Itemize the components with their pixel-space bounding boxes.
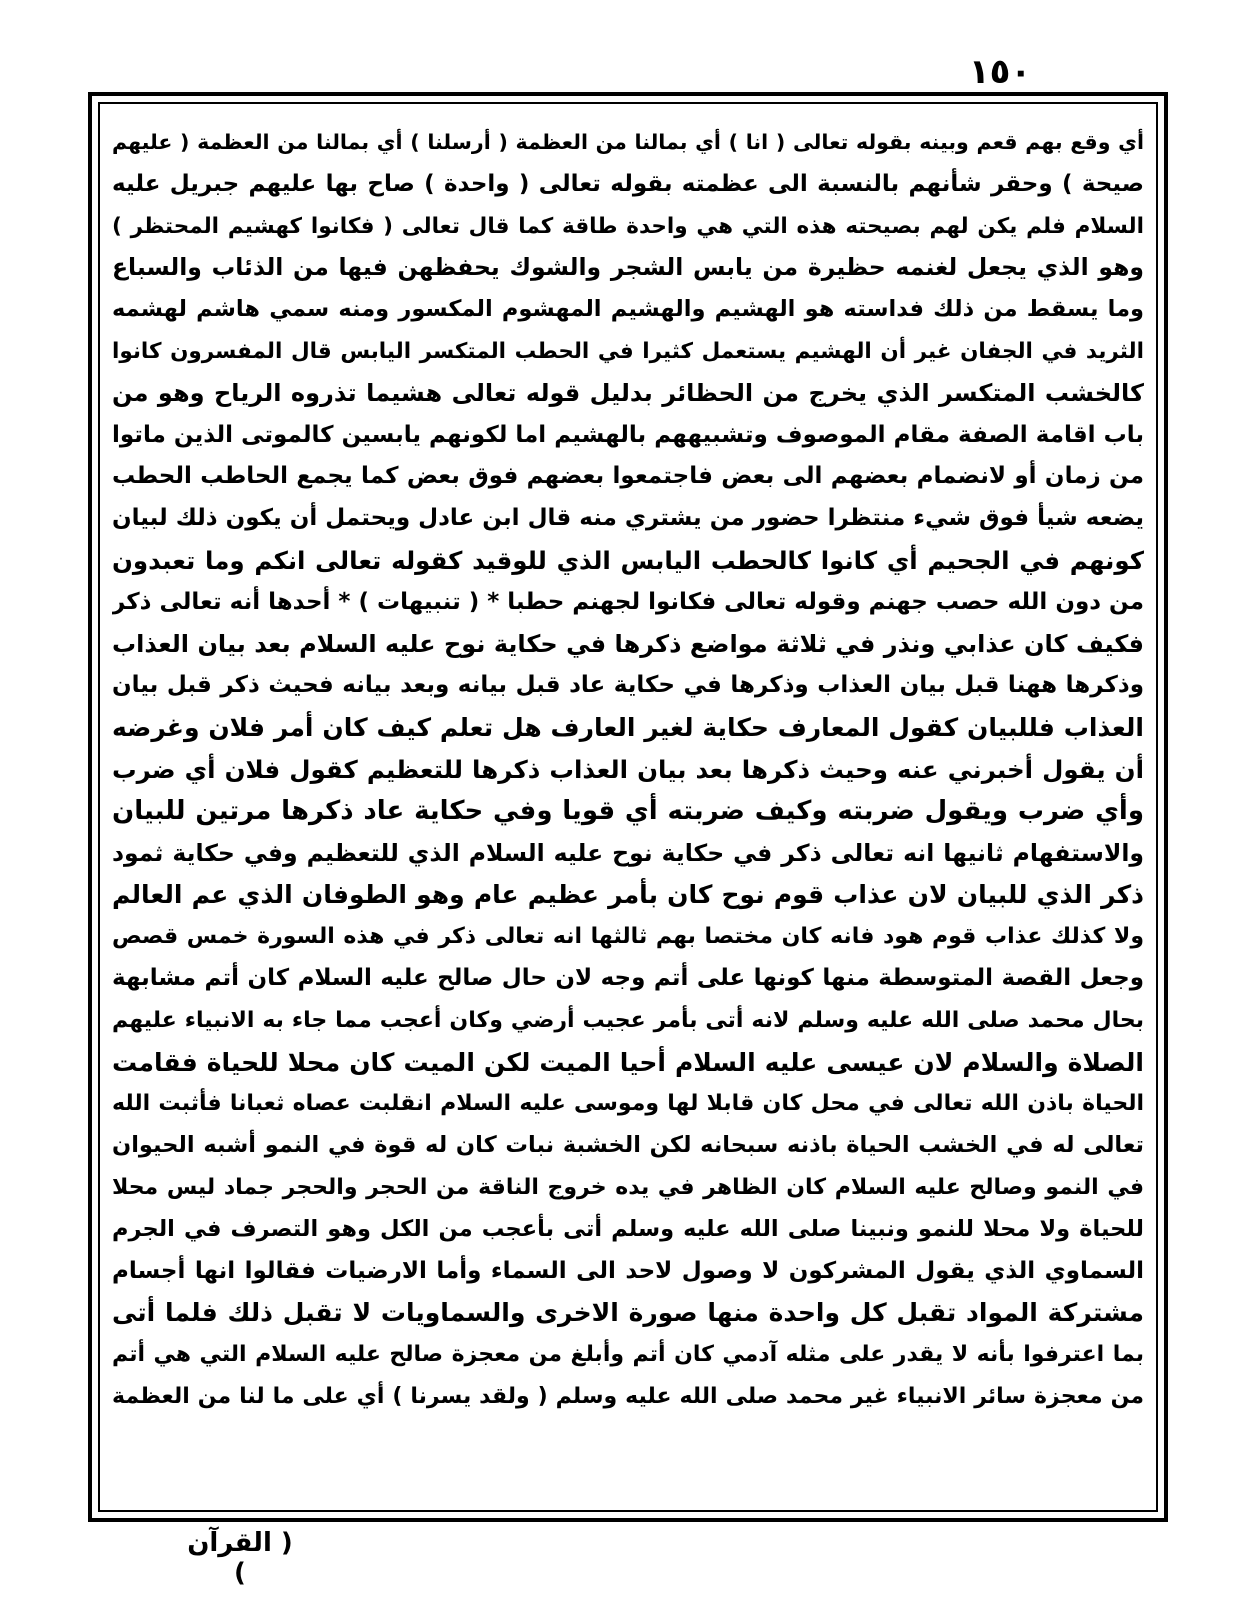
text-line: وهو الذي يجعل لغنمه حظيرة من يابس الشجر والشوك يحفظهن فيها من الذئاب والسباع [112,253,1144,282]
text-line: كالخشب المتكسر الذي يخرج من الحظائر بدليل قوله تعالى هشيما تذروه الرياح وهو من [112,378,1144,407]
text-line: الصلاة والسلام لان عيسى عليه السلام أحيا الميت لكن الميت كان محلا للحياة فقامت [112,1047,1144,1077]
text-line: بحال محمد صلى الله عليه وسلم لانه أتى بأمر عجيب أرضي وكان أعجب مما جاء به الانبياء عليهم [112,1007,1144,1033]
text-line: الثريد في الجفان غير أن الهشيم يستعمل كثيرا في الحطب المتكسر اليابس قال المفسرون كانوا [112,338,1144,364]
text-line: فكيف كان عذابي ونذر في ثلاثة مواضع ذكرها في حكاية نوح عليه السلام بعد بيان العذاب [112,629,1144,658]
text-line: تعالى له في الخشب الحياة باذنه سبحانه لكن الخشبة نبات كان له قوة في النمو أشبه الحيوان [112,1132,1144,1159]
text-line: وأي ضرب ويقول ضربته وكيف ضربته أي قويا وفي حكاية عاد ذكرها مرتين للبيان [112,795,1144,826]
text-line: السماوي الذي يقول المشركون لا وصول لاحد الى السماء وأما الارضيات فقالوا انها أجسام [112,1257,1144,1284]
text-line: وما يسقط من ذلك فداسته هو الهشيم والهشيم المهشوم المكسور ومنه سمي هاشم لهشمه [112,296,1144,323]
text-line: باب اقامة الصفة مقام الموصوف وتشبيههم بالهشيم اما لكونهم يابسين كالموتى الذين ماتوا [112,421,1144,448]
text-line: وجعل القصة المتوسطة منها كونها على أتم وجه لان حال صالح عليه السلام كان أتم مشابهة [112,964,1144,991]
page-number: ١٥٠ [968,52,1032,92]
text-line: أن يقول أخبرني عنه وحيث ذكرها بعد بيان العذاب ذكرها للتعظيم كقول فلان أي ضرب [112,754,1144,784]
text-line: صيحة ) وحقر شأنهم بالنسبة الى عظمته بقوله تعالى ( واحدة ) صاح بها عليهم جبريل عليه [112,170,1144,197]
text-line: والاستفهام ثانيها انه تعالى ذكر في حكاية نوح عليه السلام الذي للتعظيم وفي حكاية ثمود [112,838,1144,867]
text-line: من دون الله حصب جهنم وقوله تعالى فكانوا لجهنم حطبا * ( تنبيهات ) * أحدها أنه تعالى ذكر [112,588,1144,615]
text-line: بما اعترفوا بأنه لا يقدر على مثله آدمي كان أتم وأبلغ من معجزة صالح عليه السلام التي هي أتم [112,1342,1144,1368]
catchword: ( القرآن ) [187,1528,293,1588]
text-line: مشتركة المواد تقبل كل واحدة منها صورة الاخرى والسماويات لا تقبل ذلك فلما أتى [112,1298,1144,1328]
text-line: للحياة ولا محلا للنمو ونبينا صلى الله عليه وسلم أتى بأعجب من الكل وهو التصرف في الجرم [112,1215,1144,1242]
text-line: الحياة باذن الله تعالى في محل كان قابلا لها وموسى عليه السلام انقلبت عصاه ثعبانا فأثبت الله [112,1091,1144,1117]
text-line: في النمو وصالح عليه السلام كان الظاهر في يده خروج الناقة من الحجر والحجر جماد ليس محلا [112,1174,1144,1200]
text-line: يضعه شيأ فوق شيء منتظرا حضور من يشتري منه قال ابن عادل ويحتمل أن يكون ذلك لبيان [112,505,1144,532]
text-line: كونهم في الجحيم أي كانوا كالحطب اليابس الذي للوقيد كقوله تعالى انكم وما تعبدون [112,545,1144,575]
manuscript-text-body [112,122,1144,1507]
text-line: ولا كذلك عذاب قوم هود فانه كان مختصا بهم ثالثها انه تعالى ذكر في هذه السورة خمس قصص [112,924,1144,950]
text-line: وذكرها ههنا قبل بيان العذاب وذكرها في حكاية عاد قبل بيانه وبعد بيانه فحيث ذكر قبل بيان [112,672,1144,699]
text-line: من زمان أو لانضمام بعضهم الى بعض فاجتمعوا بعضهم فوق بعض كما يجمع الحاطب الحطب [112,463,1144,490]
text-line: السلام فلم يكن لهم بصيحته هذه التي هي واحدة طاقة كما قال تعالى ( فكانوا كهشيم المحتظر ) [112,213,1144,239]
text-line: من معجزة سائر الانبياء غير محمد صلى الله عليه وسلم ( ولقد يسرنا ) أي على ما لنا من العظمة [112,1383,1144,1409]
text-line: أي وقع بهم قعم وبينه بقوله تعالى ( انا ) أي بمالنا من العظمة ( أرسلنا ) أي بمالنا من العظمة ( عليهم [112,130,1144,154]
text-line: العذاب فللبيان كقول المعارف حكاية لغير العارف هل تعلم كيف كان أمر فلان وغرضه [112,713,1144,743]
text-line: ذكر الذي للبيان لان عذاب قوم نوح كان بأمر عظيم عام وهو الطوفان الذي عم العالم [112,880,1144,910]
